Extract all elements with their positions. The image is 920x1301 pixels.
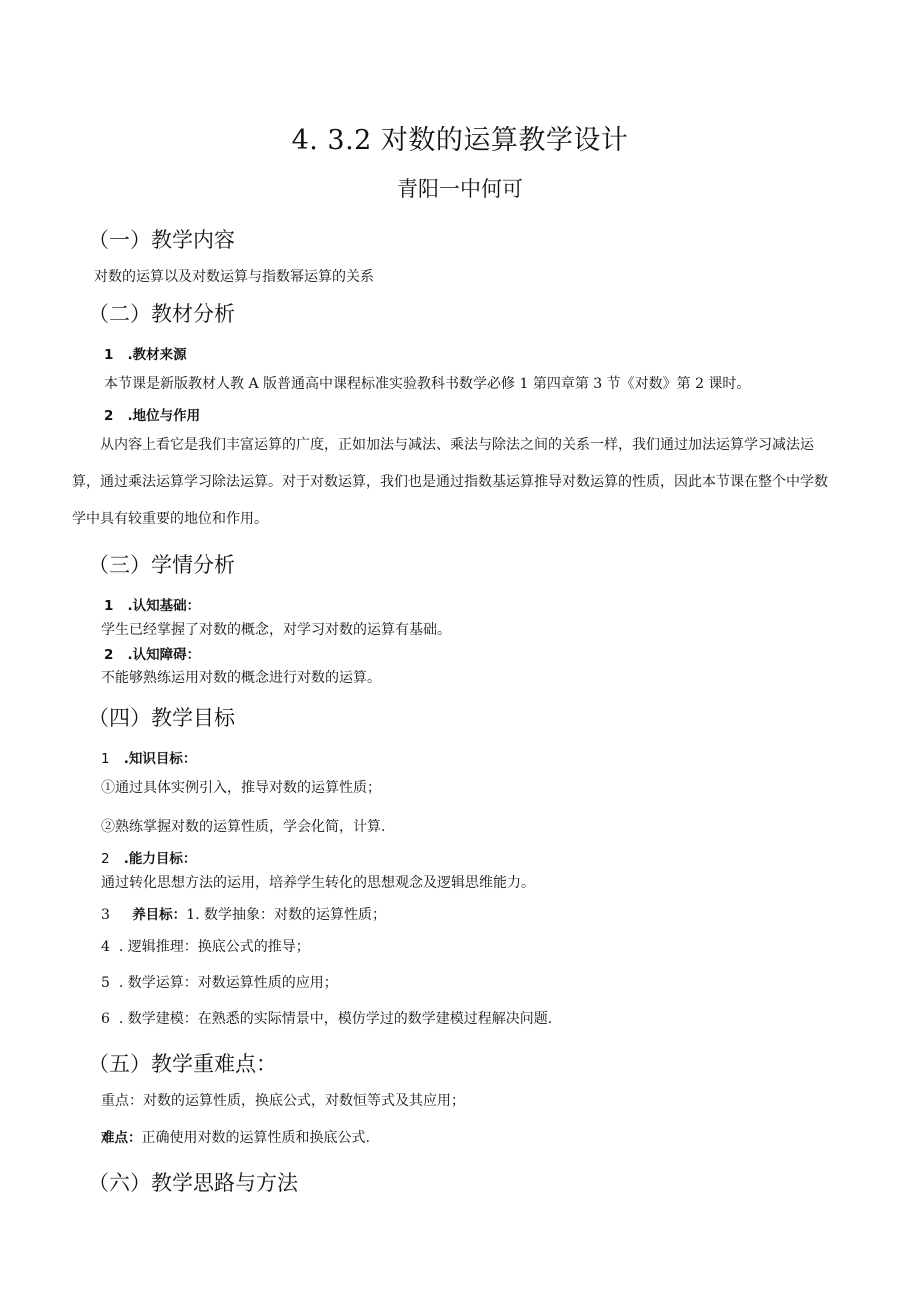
subheading-cognitive-base: 1 .认知基础：	[104, 598, 201, 614]
literacy-goal-line-5: 5 . 数学运算：对数运算性质的应用；	[101, 975, 338, 991]
ability-goal-text: 通过转化思想方法的运用，培养学生转化的思想观念及逻辑思维能力。	[101, 875, 535, 891]
document-title: 4. 3.2 对数的运算教学设计	[291, 125, 629, 156]
section-heading-method: （六）教学思路与方法	[88, 1171, 298, 1195]
literacy-goal-line-6: 6 . 数学建模：在熟悉的实际情景中，模仿学过的数学建模过程解决问题.	[101, 1011, 553, 1027]
difficult-point-line: 难点：正确使用对数的运算性质和换底公式.	[101, 1130, 370, 1146]
teaching-content-text: 对数的运算以及对数运算与指数幂运算的关系	[94, 269, 374, 285]
document-author: 青阳一中何可	[397, 177, 523, 201]
subheading-ability-goal: 2 .能力目标：	[101, 851, 197, 867]
subheading-knowledge-goal: 1 .知识目标：	[101, 751, 197, 767]
status-role-paragraph: 从内容上看它是我们丰富运算的广度，正如加法与减法、乘法与除法之间的关系一样，我们通过加法运算学习减法运算，通过乘法运算学习除法运算。对于对数运算，我们也是通过指数基运算推导对数运算的性质，因此本节课在整个中学数学中具有较重要的地位和作用。	[72, 437, 828, 527]
section-heading-objectives: （四）教学目标	[88, 706, 235, 730]
section-heading-material: （二）教材分析	[88, 302, 235, 326]
knowledge-goal-item-1: ①通过具体实例引入，推导对数的运算性质；	[101, 780, 381, 796]
key-point-text: 重点：对数的运算性质，换底公式，对数恒等式及其应用；	[101, 1093, 465, 1109]
cognitive-obstacle-text: 不能够熟练运用对数的概念进行对数的运算。	[101, 670, 381, 686]
section-heading-content: （一）教学内容	[88, 228, 235, 252]
subheading-status-role: 2 .地位与作用	[104, 408, 201, 424]
section-heading-key-difficult: （五）教学重难点：	[88, 1052, 277, 1076]
cognitive-base-text: 学生已经掌握了对数的概念，对学习对数的运算有基础。	[101, 622, 451, 638]
section-heading-learner: （三）学情分析	[88, 553, 235, 577]
literacy-goal-line: 3 养目标：1. 数学抽象：对数的运算性质；	[101, 907, 386, 923]
material-source-text: 本节课是新版教材人教 A 版普通高中课程标准实验教科书数学必修 1 第四章第 3 节《对数》第 2 课时。	[104, 376, 751, 392]
knowledge-goal-item-2: ②熟练掌握对数的运算性质，学会化简，计算.	[101, 819, 386, 835]
literacy-goal-line-4: 4 . 逻辑推理：换底公式的推导；	[101, 939, 310, 955]
subheading-cognitive-obstacle: 2 .认知障碍：	[104, 647, 201, 663]
subheading-material-source: 1 .教材来源	[104, 347, 187, 363]
